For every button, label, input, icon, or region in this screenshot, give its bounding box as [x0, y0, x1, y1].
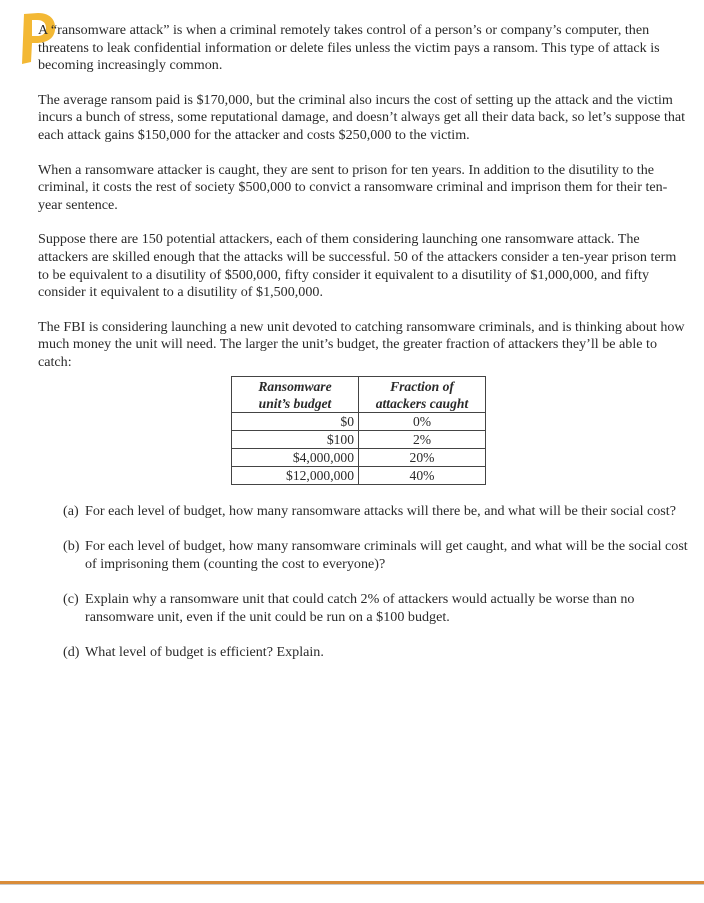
fraction-value: 2% [359, 430, 486, 448]
table-row [232, 412, 486, 430]
question-label: (a) [63, 502, 79, 519]
table-header-row [232, 376, 486, 412]
budget-table [231, 376, 486, 485]
question-text: Explain why a ransomware unit that could catch 2% of attackers would actually be worse than no ransomware unit, even if the unit could be run on a $100 budget. [85, 591, 635, 625]
table-row [232, 466, 486, 484]
question-label: (d) [63, 644, 80, 661]
document-page [38, 22, 690, 680]
paragraph-fbi: The FBI is considering launching a new unit devoted to catching ransomware criminals, and is thinking about how much money the unit will need. The larger the unit’s budget, the greater fraction of attackers they’ll be able to catch: [38, 318, 685, 370]
header-fraction-line2: attackers caught [375, 395, 469, 411]
paragraph-prison: When a ransomware attacker is caught, they are sent to prison for ten years. In addition to the disutility to the criminal, it costs the rest of society $500,000 to convict a ransomware criminal and imprison them for their ten-year sentence. [38, 161, 668, 213]
budget-value: $100 [232, 430, 359, 448]
question-b [63, 538, 688, 573]
fraction-value: 0% [359, 412, 486, 430]
question-a [63, 503, 688, 521]
budget-value: $4,000,000 [232, 448, 359, 466]
table-row [232, 448, 486, 466]
header-fraction [359, 376, 486, 412]
question-text: What level of budget is efficient? Explain. [85, 644, 324, 661]
bottom-divider-shadow [0, 884, 704, 885]
fraction-value: 20% [359, 448, 486, 466]
budget-value: $12,000,000 [232, 466, 359, 484]
header-budget [232, 376, 359, 412]
question-label: (c) [63, 591, 79, 608]
question-text: For each level of budget, how many ransomware attacks will there be, and what will be their social cost? [85, 502, 676, 519]
header-fraction-line1: Fraction of [390, 378, 454, 394]
fraction-value: 40% [359, 466, 486, 484]
question-c [63, 591, 688, 626]
table-row [232, 430, 486, 448]
paragraph-ransom-cost: The average ransom paid is $170,000, but the criminal also incurs the cost of setting up the attack and the victim incurs a bunch of stress, some reputational damage, and doesn’t always get all their data back, so let’s suppose that each attack gains $150,000 for the attacker and costs $250,000 to the victim. [38, 91, 686, 143]
header-budget-line1: Ransomware [258, 378, 332, 394]
paragraph-attackers: Suppose there are 150 potential attackers, each of them considering launching one ransomware attack. The attackers are skilled enough that the attacks will be successful. 50 of the attackers consider a ten-year prison term to be equivalent to a disutility of $500,000, fifty consider it equivalent to a disutility of $1,000,000, and fifty consider it equivalent to a disutility of $1,500,000. [38, 231, 677, 301]
question-label: (b) [63, 538, 80, 555]
question-list [63, 503, 688, 663]
question-d [63, 644, 688, 662]
budget-value: $0 [232, 412, 359, 430]
paragraph-intro: A “ransomware attack” is when a criminal remotely takes control of a person’s or company’s computer, then threatens to leak confidential information or delete files unless the victim pays a ransom. This type of attack is becoming increasingly common. [38, 22, 660, 74]
question-text: For each level of budget, how many ransomware criminals will get caught, and what will be the social cost of imprisoning them (counting the cost to everyone)? [85, 538, 688, 572]
header-budget-line2: unit’s budget [258, 395, 332, 411]
